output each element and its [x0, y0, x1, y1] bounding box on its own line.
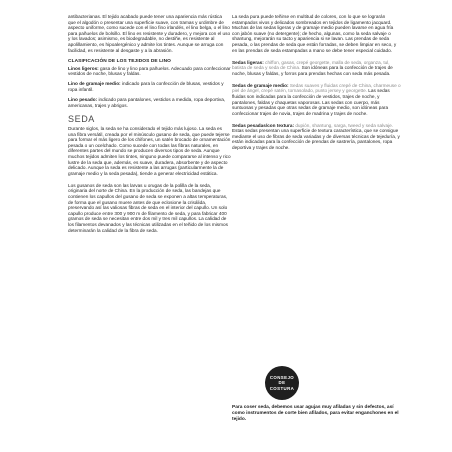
heavy-silk-types: dupión, shantung, sarga, tweed y seda salvaje. [294, 122, 394, 128]
light-silk-paragraph [232, 60, 402, 77]
badge-line-3: COSTURA [269, 385, 295, 391]
sewing-tip-badge [265, 366, 299, 400]
heavy-linen-paragraph [68, 97, 231, 108]
silk-dye-paragraph: La seda pura puede teñirse en multitud de colores, con lo que se lograrán estampados vivos y delicados sombreados en tejidos de ligamento jacquard. Muchas de las sedas ligeras y de gramaje medio pueden lavarse en agua fría con jabón suave (no detergente); de hecho, algunas, como la seda salvaje o shantung, mejorarán su tacto y apariencia si se lavan. Las prendas de seda pesada, o las prendas de seda que están forradas, se deben limpiar en seco, y en las prendas de seda estampadas a mano se debe tener especial cuidado. [232, 14, 397, 53]
heavy-linen-label: Lino pesado: [68, 96, 98, 102]
light-linen-label: Linos ligeros: [68, 65, 99, 71]
light-silk-label: Sedas ligeras: [232, 59, 264, 65]
medium-silk-text: Las sedas fluidas son indicadas para la confección de vestidos, trajes de noche, y pantalones, faldas y chaquetas vaporosas. Las sedas con cuerpo, más suntuosas y pesadas que otras sedas de gramaje medio, son idóneas para confeccionar trajes de novia, trajes de madrina y trajes de noche. [232, 88, 390, 116]
badge-line-2: DE [278, 380, 286, 386]
medium-silk-types: Sedas suaves y fluidas crepé de China, charmeuse o piel de ángel, crepé satén, tornasolado, punto jersey y georgette. [232, 82, 401, 94]
light-linen-paragraph [68, 66, 231, 77]
heavy-silk-label: Sedas pesadas/con textura: [232, 122, 295, 128]
light-linen-text: gasa de lino y lino para pañuelos. Adecuado para confeccionar vestidos de noche, blusas y faldas. [68, 65, 231, 77]
medium-linen-label: Lino de gramaje medio: [68, 81, 121, 87]
sewing-tip-text: Para coser seda, debemos usar agujas muy afiladas y sin defectos, así como instrumentos de corte bien afilados, para evitar enganchones en el tejido. [232, 405, 399, 422]
linen-classification-heading: CLASIFICACIÓN DE LOS TEJIDOS DE LINO [68, 59, 172, 65]
medium-silk-paragraph [232, 83, 402, 117]
light-silk-types: chiffon, gasas, crepé georgette, malla de seda, organza, tul, batista de seda y seda de China. [232, 59, 390, 71]
silk-intro-paragraph: Durante siglos, la seda se ha considerado el tejido más lujoso. La seda es una fibra versátil, creada por el minúsculo gusano de seda, que puede tejerse para formar el más ligero de los chifones, un satén brocado de ornamentación pesada o un ocelchado. Como sucede con todas las fibras naturales, en diferentes partes del mundo se producen diversos tipos de seda. Aunque muchos tejidos admiten los tintes, ninguno puede compararse al intenso y rico lustre de la seda que, además, es suave, duradera, absorbente y de aspecto delicado. Aunque la seda es resistente a las arrugas (particularmente la de gramaje medio y la seda pesada), tiende a generar electricidad estática. [68, 126, 231, 176]
right-column [232, 14, 402, 155]
light-silk-text: Son idóneas para la confección de trajes de noche, blusas y faldas, y forros para prendas hechas con seda más pesada. [232, 65, 393, 76]
silkworm-paragraph: Los gusanos de seda son las larvas u orugas de la polilla de la seda, originaria del norte de China. En la producción de seda, las bandejas que contienen los capullos del gusano de seda se exponen a altas temperaturas, de forma que el gusano muere antes de que eclosione la crisálida, preservando así las valiosas fibras de seda en el interior del capullo. Un solo capullo produce entre 300 y 900 m de filamento de seda, y para fabricar 400 gramos de seda se necesitan entre dos mil y tres mil capullos. La calidad de los filamentos devanados y las técnicas utilizadas en el teñido de los mismos determinarán la calidad de la fibra de seda. [68, 182, 228, 233]
heavy-linen-text: indicado para pantalones, vestidos a medida, ropa deportiva, americanas, trajes y abrigos. [68, 96, 226, 108]
linen-intro-paragraph: antibacterianas. El tejido acabado puede tener una apariencia más rústica que el algodón o presentar una superficie suave, con tramas y urdimbre de aspecto uniforme, como sucede con el lino fino irlandés, el lino belga, o el lino para pañuelos de bolsillo. El lino es resistente y duradero, y mejora con el uso y los lavados; asimismo, es biodegradable, no destiñe, es resistente al apolillamiento, es hipoalergénico y admite los tintes. Aunque se arruga con facilidad, es resistente al desgaste y a la abrasión. [68, 14, 231, 53]
silk-section-title: SEDA [68, 114, 95, 125]
badge-line-1: CONSEJO [269, 375, 295, 381]
medium-linen-text: indicado para la confección de blusas, vestidos y ropa infantil. [68, 81, 224, 92]
left-column [68, 14, 231, 238]
heavy-silk-paragraph [232, 123, 402, 151]
heavy-silk-text: Estas sedas presentan una superficie de textura característica, que se consigue mediante el uso de fibras de seda variadas y de diversas técnicas de tejeduría, y están indicadas para la confección de prendas de sastrería, pantalones, ropa deportiva y trajes de noche. [232, 128, 400, 151]
medium-linen-paragraph [68, 81, 231, 92]
medium-silk-label: Sedas de gramaje medio: [232, 82, 289, 88]
